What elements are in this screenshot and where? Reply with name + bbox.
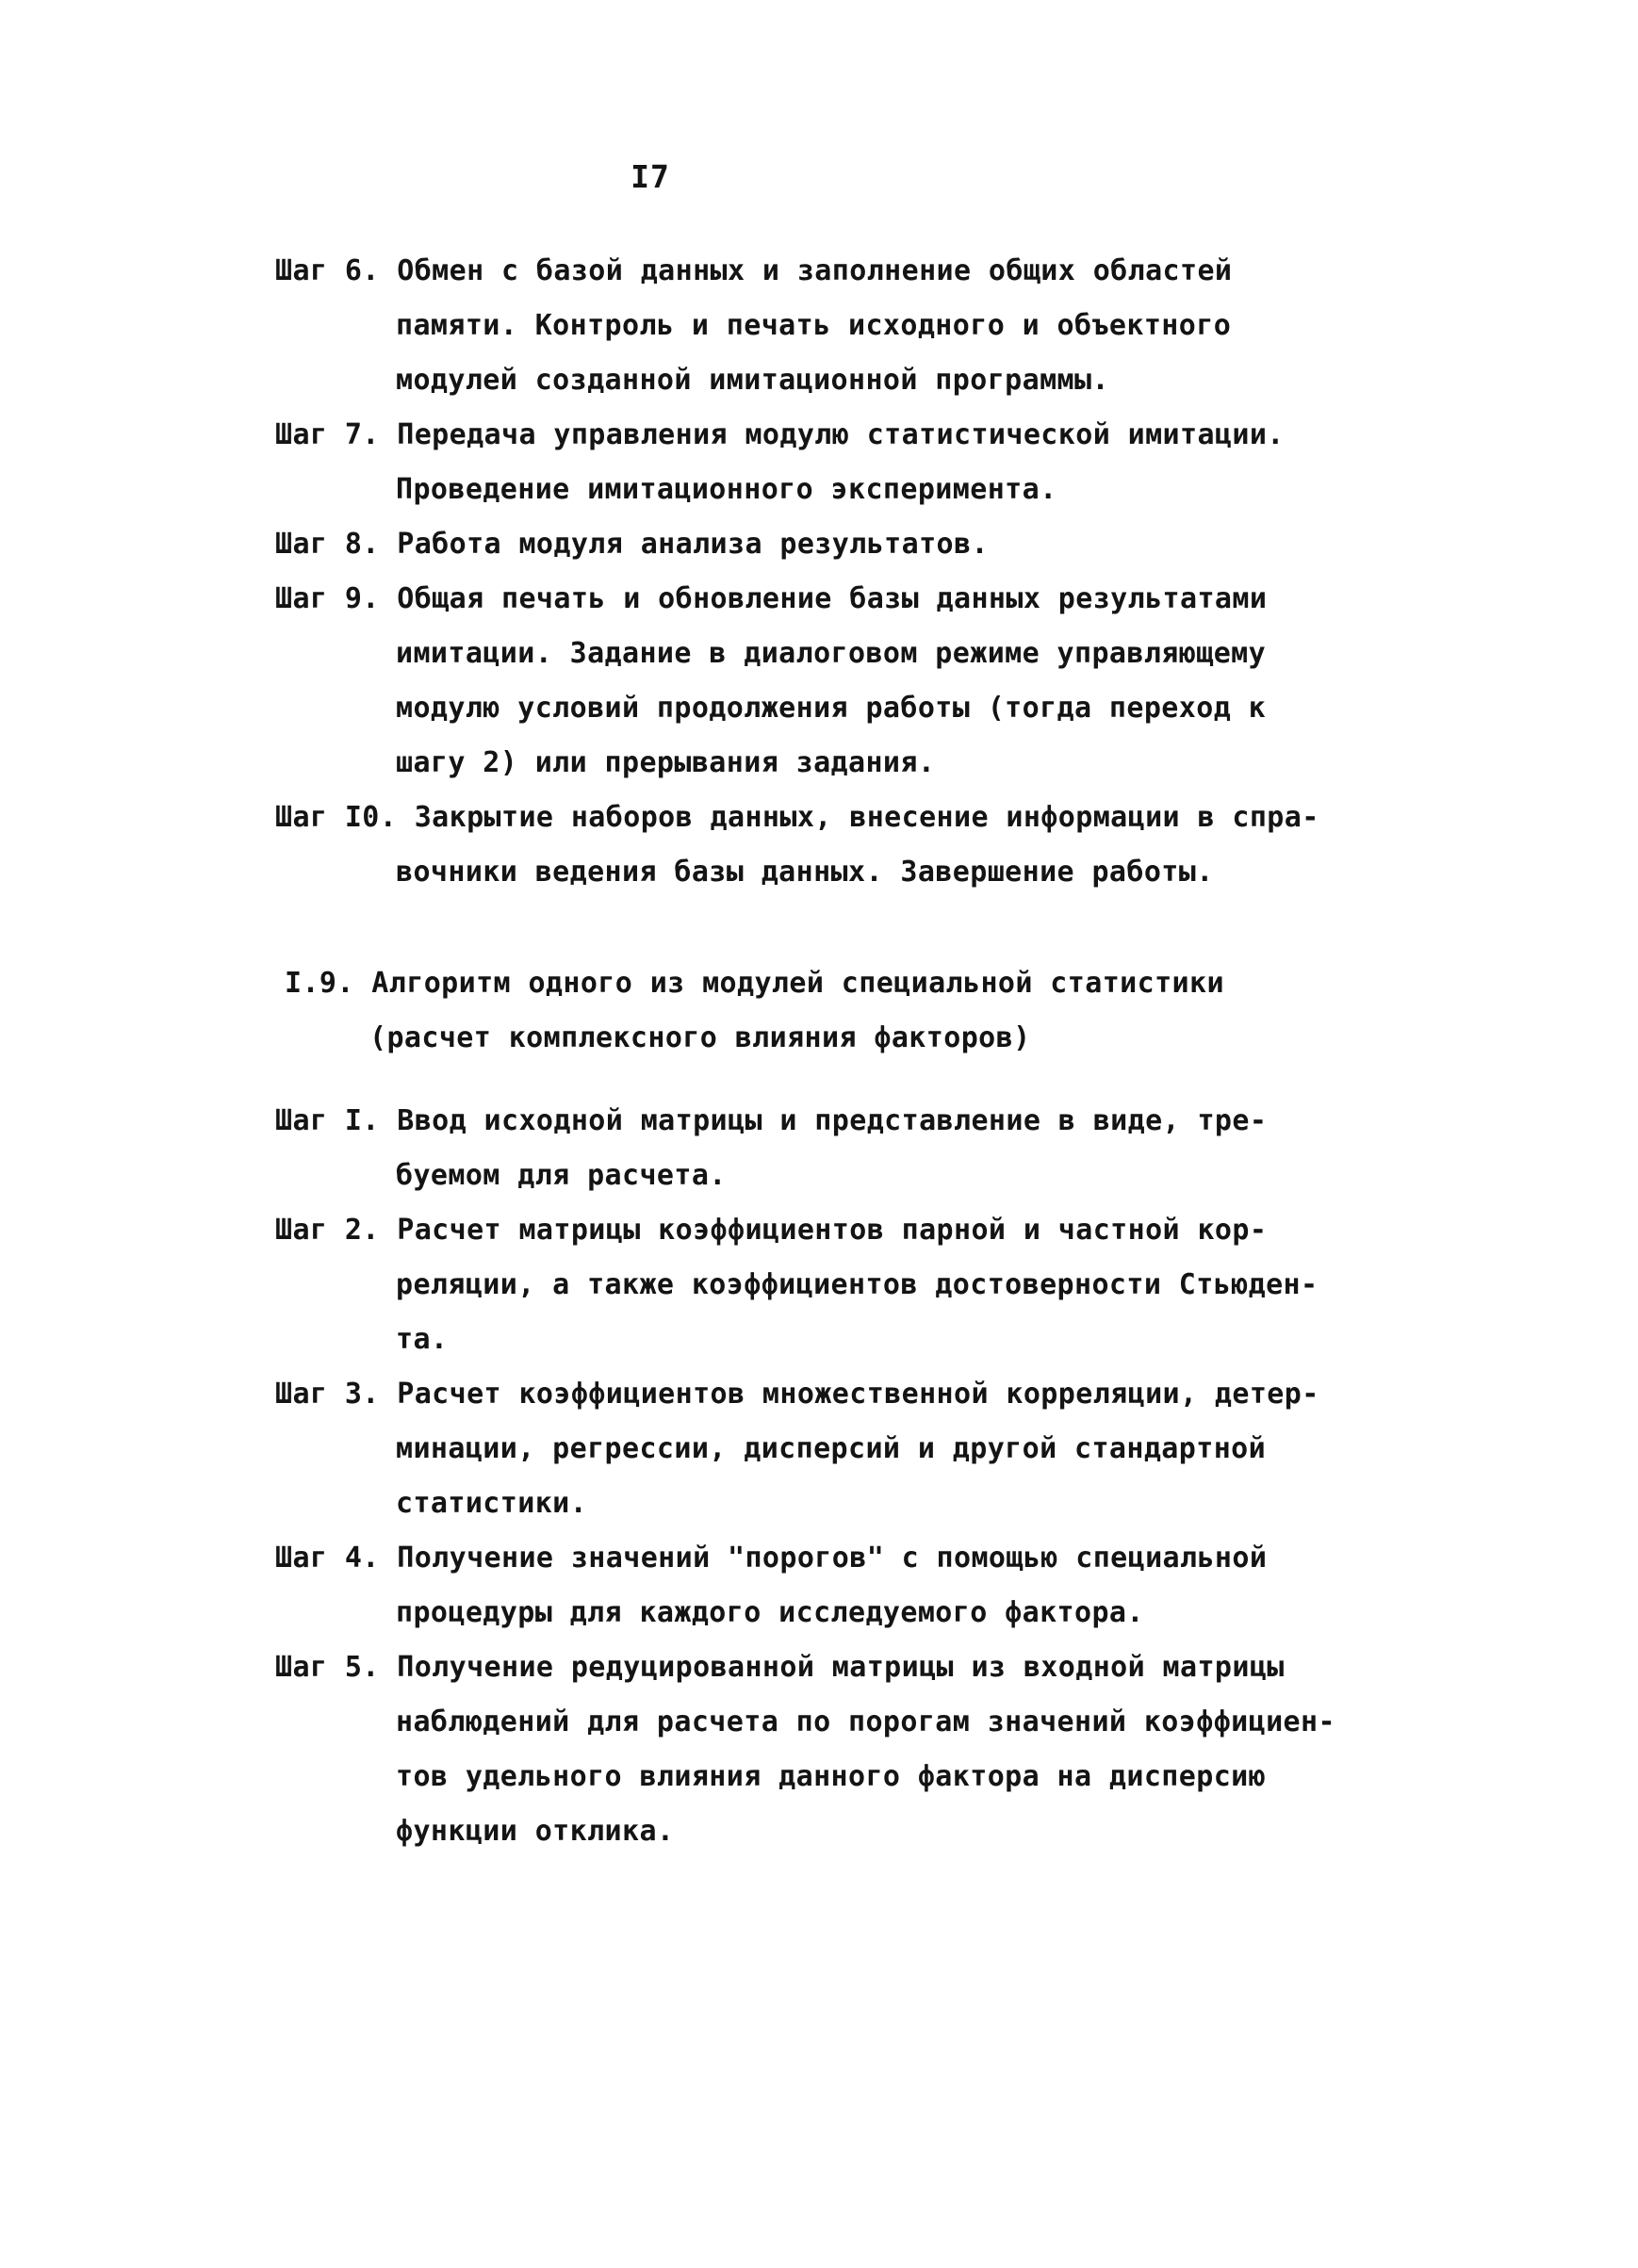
step-9-line-1: Шаг 9. Общая печать и обновление базы данных результатами (275, 582, 1268, 615)
step-8-line-1: Шаг 8. Работа модуля анализа результатов. (275, 528, 989, 561)
step-5-line-1: Шаг 5. Получение редуцированной матрицы из входной матрицы (275, 1651, 1285, 1684)
step-6-line-1: Шаг 6. Обмен с базой данных и заполнение общих областей (275, 254, 1233, 287)
step-9-line-2: имитации. Задание в диалоговом режиме управляющему (396, 637, 1267, 670)
step-3-line-3: статистики. (396, 1487, 588, 1520)
step-5-line-3: тов удельного влияния данного фактора на дисперсию (396, 1760, 1267, 1793)
step-10-line-1: Шаг I0. Закрытие наборов данных, внесение информации в спра- (275, 801, 1319, 834)
section-heading-line-2: (расчет комплексного влияния факторов) (369, 1021, 1031, 1054)
step-3-line-2: минации, регрессии, дисперсий и другой стандартной (396, 1432, 1267, 1465)
step-5-line-2: наблюдений для расчета по порогам значений коэффициен- (396, 1705, 1335, 1738)
step-3-line-1: Шаг 3. Расчет коэффициентов множественной корреляции, детер- (275, 1378, 1319, 1411)
step-1-line-2: буемом для расчета. (396, 1159, 727, 1192)
step-1-line-1: Шаг I. Ввод исходной матрицы и представление в виде, тре- (275, 1104, 1268, 1137)
step-5-line-4: функции отклика. (396, 1815, 675, 1848)
step-9-line-3: модулю условий продолжения работы (тогда переход к (396, 692, 1267, 725)
step-9-line-4: шагу 2) или прерывания задания. (396, 746, 936, 779)
step-6-line-2: памяти. Контроль и печать исходного и объектного (396, 309, 1232, 342)
step-7-line-2: Проведение имитационного эксперимента. (396, 473, 1057, 506)
step-4-line-1: Шаг 4. Получение значений "порогов" с помощью специальной (275, 1542, 1268, 1575)
step-2-line-2: реляции, а также коэффициентов достоверности Стьюден- (396, 1268, 1319, 1301)
page-number: I7 (631, 158, 670, 195)
step-6-line-3: модулей созданной имитационной программы. (396, 364, 1109, 397)
section-heading-line-1: I.9. Алгоритм одного из модулей специальной статистики (285, 967, 1224, 1000)
step-10-line-2: вочники ведения базы данных. Завершение работы. (396, 856, 1214, 889)
step-7-line-1: Шаг 7. Передача управления модулю статистической имитации. (275, 418, 1285, 451)
step-4-line-2: процедуры для каждого исследуемого фактора. (396, 1596, 1144, 1629)
step-2-line-3: та. (396, 1323, 449, 1356)
step-2-line-1: Шаг 2. Расчет матрицы коэффициентов парной и частной кор- (275, 1214, 1268, 1247)
